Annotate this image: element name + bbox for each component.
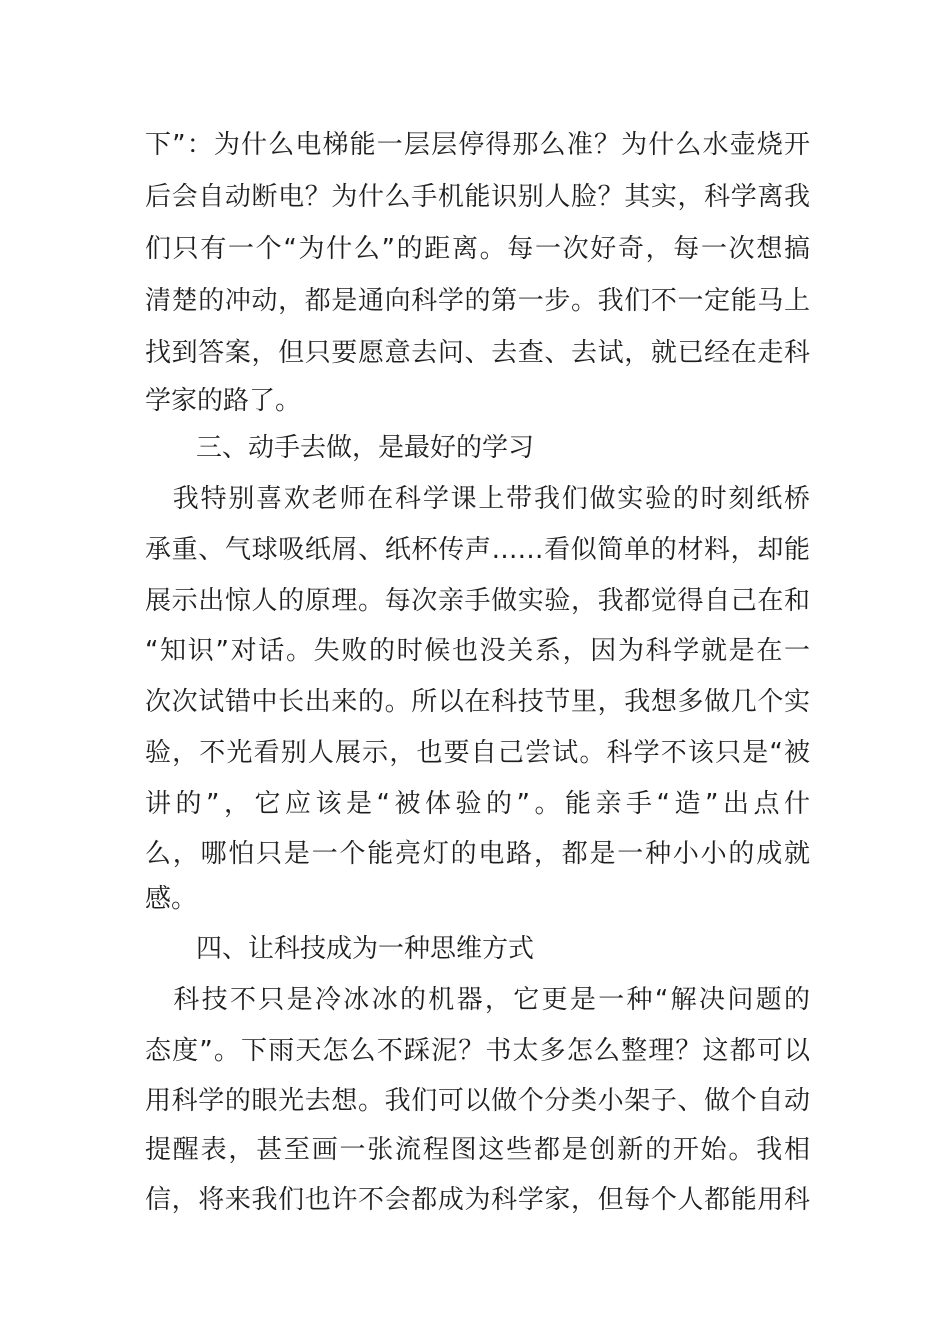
paragraph-line: 科技不只是冷冰冰的机器，它更是一种“解决问题的 bbox=[145, 985, 810, 1015]
paragraph-line: 信，将来我们也许不会都成为科学家，但每个人都能用科 bbox=[145, 1185, 810, 1215]
paragraph-line: 提醒表，甚至画一张流程图这些都是创新的开始。我相 bbox=[145, 1135, 810, 1165]
paragraph-line: 找到答案，但只要愿意去问、去查、去试，就已经在走科 bbox=[145, 338, 810, 368]
section-heading: 三、动手去做，是最好的学习 bbox=[196, 433, 535, 463]
paragraph-line: 讲的”，它应该是“被体验的”。能亲手“造”出点什 bbox=[145, 789, 810, 819]
paragraph-line: 次次试错中长出来的。所以在科技节里，我想多做几个实 bbox=[145, 687, 810, 717]
paragraph-line: 感。 bbox=[145, 884, 198, 914]
paragraph-line: 承重、气球吸纸屑、纸杯传声……看似简单的材料，却能 bbox=[145, 535, 810, 565]
paragraph-line: 展示出惊人的原理。每次亲手做实验，我都觉得自己在和 bbox=[145, 586, 810, 616]
paragraph-line: “知识”对话。失败的时候也没关系，因为科学就是在一 bbox=[145, 636, 810, 666]
paragraph-line: 用科学的眼光去想。我们可以做个分类小架子、做个自动 bbox=[145, 1086, 810, 1116]
paragraph-line: 下”：为什么电梯能一层层停得那么准？为什么水壶烧开 bbox=[145, 130, 810, 160]
paragraph-line: 清楚的冲动，都是通向科学的第一步。我们不一定能马上 bbox=[145, 286, 810, 316]
paragraph-line: 我特别喜欢老师在科学课上带我们做实验的时刻纸桥 bbox=[145, 484, 810, 514]
paragraph-line: 们只有一个“为什么”的距离。每一次好奇，每一次想搞 bbox=[145, 234, 810, 264]
paragraph-line: 学家的路了。 bbox=[145, 386, 302, 416]
paragraph-line: 态度”。下雨天怎么不踩泥？书太多怎么整理？这都可以 bbox=[145, 1036, 810, 1066]
paragraph-line: 后会自动断电？为什么手机能识别人脸？其实，科学离我 bbox=[145, 182, 810, 212]
paragraph-line: 验，不光看别人展示，也要自己尝试。科学不该只是“被 bbox=[145, 738, 810, 768]
paragraph-line: 么，哪怕只是一个能亮灯的电路，都是一种小小的成就 bbox=[145, 839, 810, 869]
section-heading: 四、让科技成为一种思维方式 bbox=[196, 934, 535, 964]
